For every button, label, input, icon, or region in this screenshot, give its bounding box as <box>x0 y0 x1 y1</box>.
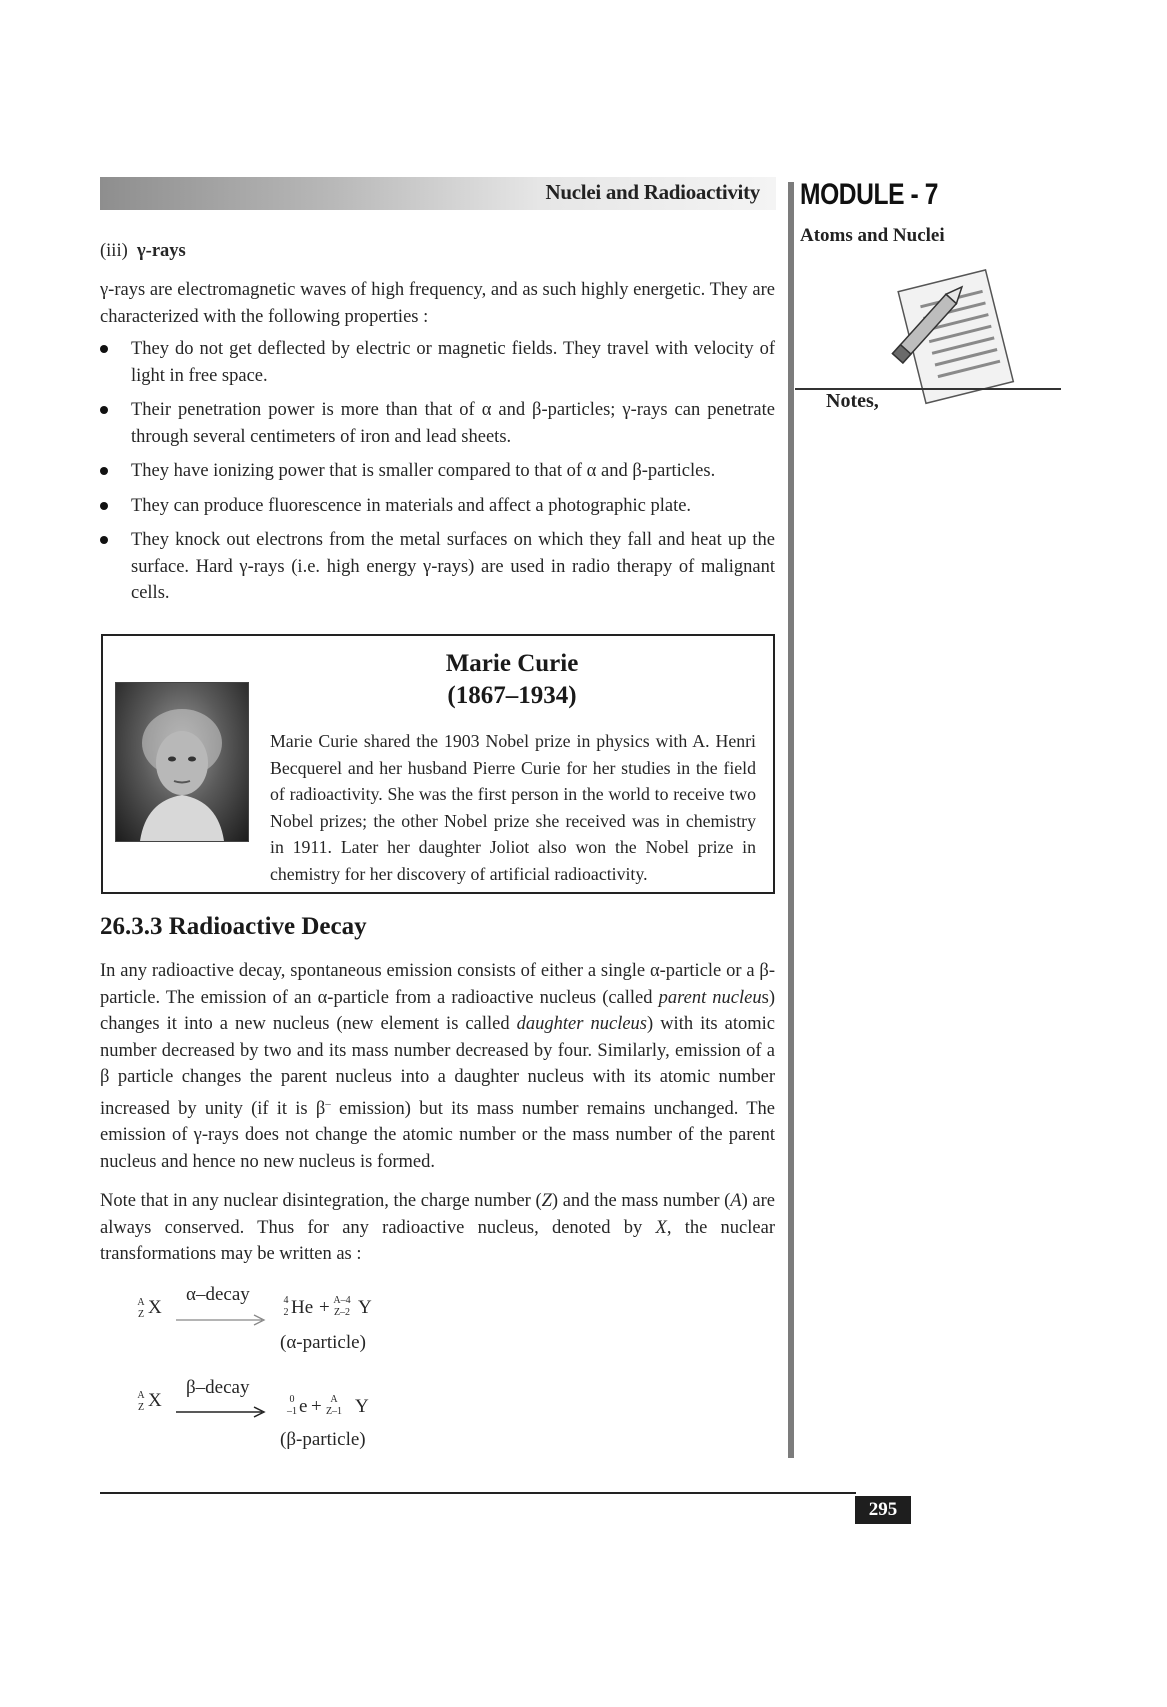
biography-years: (1867–1934) <box>447 682 577 709</box>
list-item: Their penetration power is more than that of α and β-particles; γ-rays can penetrate through several centimeters of iron and lead sheets. <box>100 397 775 450</box>
gamma-intro: γ-rays are electromagnetic waves of high frequency, and as such highly energetic. They are characterized with the following properties : <box>100 280 775 327</box>
beta-particle-caption: (β-particle) <box>280 1429 366 1450</box>
biography-box <box>101 634 775 894</box>
alpha-arrow-label: α–decay <box>186 1284 250 1305</box>
section-heading: 26.3.3 Radioactive Decay <box>100 913 367 940</box>
portrait-image <box>115 682 249 842</box>
running-header-title: Nuclei and Radioactivity <box>545 180 760 204</box>
list-item: They do not get deflected by electric or magnetic fields. They travel with velocity of light in free space. <box>100 336 775 389</box>
module-label: MODULE - 7 <box>800 178 939 211</box>
page-number: 295 <box>855 1496 911 1524</box>
running-header <box>100 177 776 210</box>
beta-arrow-label: β–decay <box>186 1377 250 1398</box>
gamma-properties-list <box>100 336 775 615</box>
notes-label: Notes, <box>826 390 879 412</box>
alpha-particle-caption: (α-particle) <box>280 1332 366 1353</box>
decay-paragraph: In any radioactive decay, spontaneous emission consists of either a single α-particle or a β-particle. The emission of an α-particle from a radioactive nucleus (called parent nucleus) changes it into a new nucleus (new element is called daughter nucleus) with its atomic number decreased by two and its mass number decreased by four. Similarly, emission of a β particle changes the parent nucleus into a daughter nucleus with its atomic number increased by unity (if it is β– emission) but its mass number remains unchanged. The emission of γ-rays does not change the atomic number or the mass number of the parent nucleus and hence no new nucleus is formed. <box>100 961 775 1172</box>
bullet-icon <box>100 406 108 414</box>
biography-title <box>247 648 777 712</box>
module-subtitle: Atoms and Nuclei <box>800 225 945 246</box>
gamma-heading <box>100 238 186 265</box>
bullet-icon <box>100 536 108 544</box>
list-item: They have ionizing power that is smaller compared to that of α and β-particles. <box>100 458 775 485</box>
conservation-paragraph: Note that in any nuclear disintegration, the charge number (Z) and the mass number (A) are always conserved. Thus for any radioactive nucleus, denoted by X, the nuclear transformations may be written as : <box>100 1191 775 1264</box>
footer-rule <box>100 1492 856 1494</box>
bullet-icon <box>100 467 108 475</box>
gamma-heading-label: γ-rays <box>137 241 186 261</box>
bullet-icon <box>100 345 108 353</box>
alpha-arrow-icon <box>176 1314 268 1328</box>
list-item: They knock out electrons from the metal surfaces on which they fall and heat up the surface. Hard γ-rays (i.e. high energy γ-rays) are used in radio therapy of malignant cells. <box>100 527 775 607</box>
margin-rule <box>788 182 794 1458</box>
list-item: They can produce fluorescence in materials and affect a photographic plate. <box>100 493 775 520</box>
gamma-heading-number: (iii) <box>100 241 128 261</box>
biography-text: Marie Curie shared the 1903 Nobel prize in physics with A. Henri Becquerel and her husband Pierre Curie for her studies in the field of radioactivity. She was the first person in the world to receive two Nobel prizes; the other Nobel prize she received was in chemistry in 1911. Later her daughter Joliot also won the Nobel prize in chemistry for her discovery of artificial radioactivity. <box>270 731 756 884</box>
alpha-decay-equation: A Z X α–decay 4 2 He + A–4 Z–2 Y (α-particle) <box>137 1284 372 1353</box>
bullet-icon <box>100 502 108 510</box>
biography-name: Marie Curie <box>445 650 579 677</box>
beta-arrow-icon <box>176 1406 268 1420</box>
beta-decay-equation: A Z X β–decay 0 –1 e + A Z–1 Y (β-particle) <box>137 1377 369 1450</box>
